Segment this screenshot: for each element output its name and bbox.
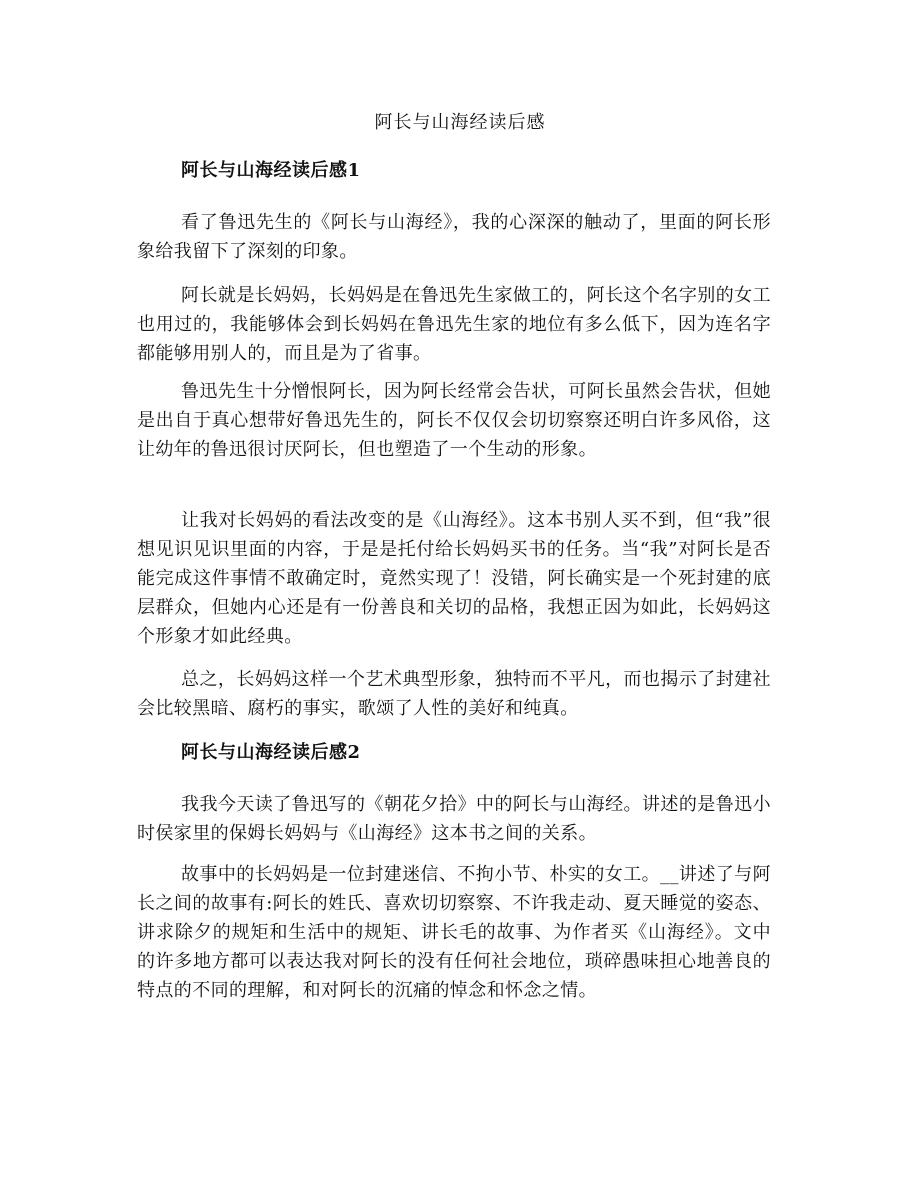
section-heading-1: 阿长与山海经读后感1 [181, 160, 361, 181]
section-heading-2: 阿长与山海经读后感2 [181, 742, 361, 763]
paragraph: 鲁迅先生十分憎恨阿长，因为阿长经常会告状，可阿长虽然会告状，但她是出自于真心想带好鲁迅先生的，阿长不仅仅会切切察察还明白许多风俗，这让幼年的鲁迅很讨厌阿长，但也塑造了一个生动的形象。 [137, 381, 771, 460]
document-title: 阿长与山海经读后感 [374, 112, 546, 133]
paragraph: 总之，长妈妈这样一个艺术典型形象，独特而不平凡，而也揭示了封建社会比较黑暗、腐朽的事实，歌颂了人性的美好和纯真。 [137, 669, 771, 719]
paragraph: 让我对长妈妈的看法改变的是《山海经》。这本书别人买不到，但“我”很想见识见识里面的内容，于是是托付给长妈妈买书的任务。当“我”对阿长是否能完成这件事情不敢确定时，竟然实现了！没错，阿长确实是一个死封建的底层群众，但她内心还是有一份善良和关切的品格，我想正因为如此，长妈妈这个形象才如此经典。 [137, 510, 771, 647]
paragraph: 故事中的长妈妈是一位封建迷信、不拘小节、朴实的女工。__讲述了与阿长之间的故事有:阿长的姓氏、喜欢切切察察、不许我走动、夏天睡觉的姿态、讲求除夕的规矩和生活中的规矩、讲长毛的故事、为作者买《山海经》。文中的许多地方都可以表达我对阿长的没有任何社会地位，琐碎愚味担心地善良的特点的不同的理解，和对阿长的沉痛的悼念和怀念之情。 [137, 864, 771, 1001]
paragraph: 看了鲁迅先生的《阿长与山海经》，我的心深深的触动了，里面的阿长形象给我留下了深刻的印象。 [137, 212, 771, 262]
paragraph: 我我今天读了鲁迅写的《朝花夕拾》中的阿长与山海经。讲述的是鲁迅小时侯家里的保姆长妈妈与《山海经》这本书之间的关系。 [137, 794, 771, 844]
paragraph: 阿长就是长妈妈，长妈妈是在鲁迅先生家做工的，阿长这个名字别的女工也用过的，我能够体会到长妈妈在鲁迅先生家的地位有多么低下，因为连名字都能够用别人的，而且是为了省事。 [137, 285, 771, 364]
